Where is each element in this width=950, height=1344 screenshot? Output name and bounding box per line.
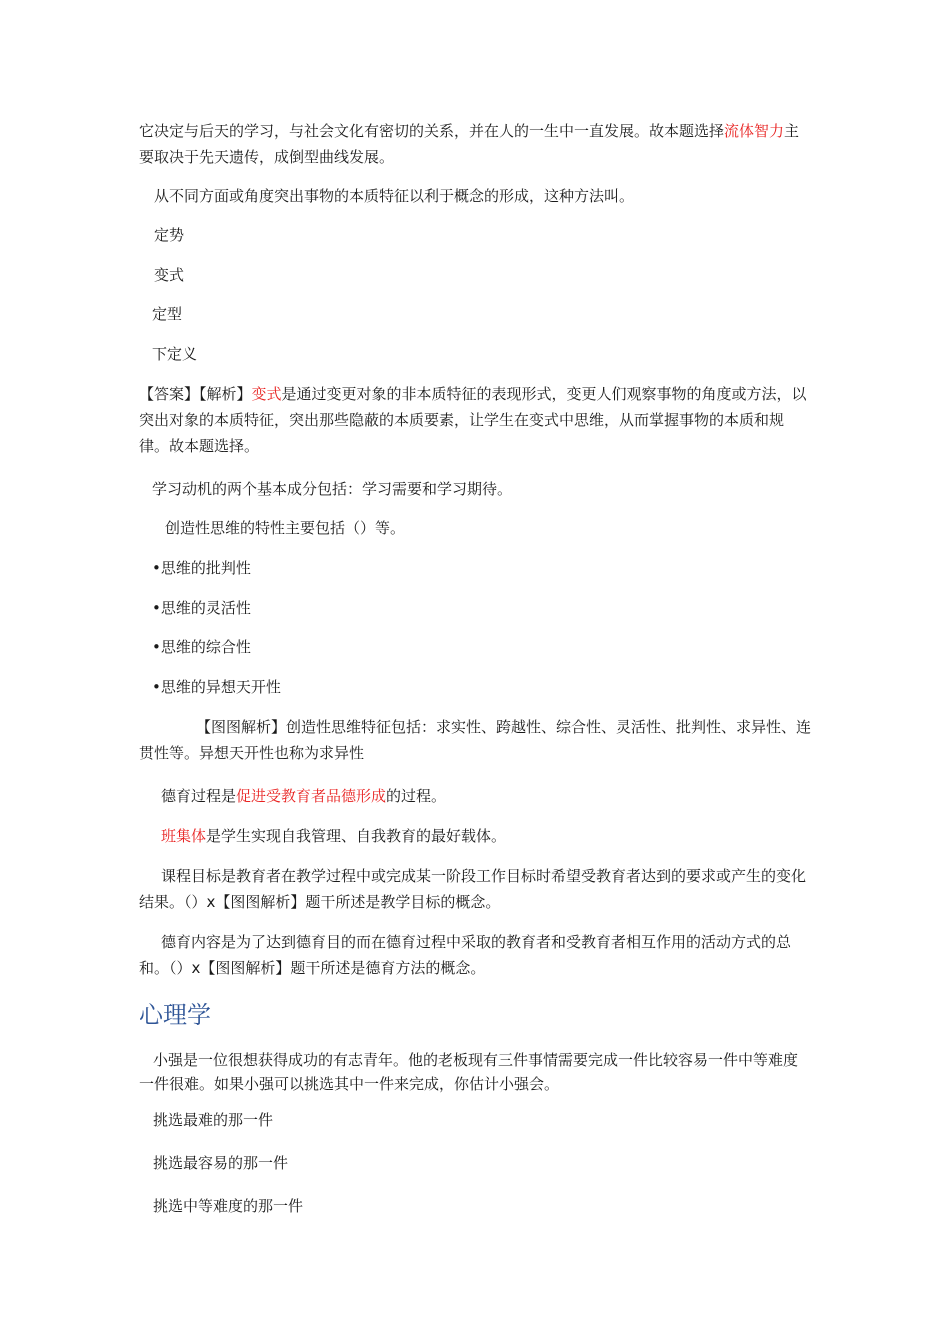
statement-class-collective: 班集体是学生实现自我管理、自我教育的最好载体。 xyxy=(161,827,507,845)
question-variation: 从不同方面或角度突出事物的本质特征以利于概念的形成，这种方法叫。 xyxy=(154,187,635,205)
option-1: 定势 xyxy=(154,226,185,244)
highlight-variation: 变式 xyxy=(251,385,282,403)
highlight-fluid-intelligence: 流体智力 xyxy=(724,122,785,140)
highlight-class-collective: 班集体 xyxy=(161,827,207,845)
statement-moral-process: 德育过程是促进受教育者品德形成的过程。 xyxy=(161,787,447,805)
statement-motivation: 学习动机的两个基本成分包括：学习需要和学习期待。 xyxy=(152,480,513,498)
option-2: 变式 xyxy=(154,266,185,284)
answer-analysis-variation: 【答案】【解析】变式是通过变更对象的非本质特征的表现形式，变更人们观察事物的角度或方法，以突出对象的本质特征，突出那些隐蔽的本质要素，让学生在变式中思维，从而掌握事物的本质和规律。故本题选择。 xyxy=(139,385,807,455)
option-hardest: 挑选最难的那一件 xyxy=(153,1111,274,1129)
option-critical: •思维的批判性 xyxy=(152,559,251,577)
paragraph-fluid-intelligence: 它决定与后天的学习，与社会文化有密切的关系，并在人的一生中一直发展。故本题选择流体智力主要取决于先天遗传，成倒型曲线发展。 xyxy=(139,122,800,166)
option-comprehensive: •思维的综合性 xyxy=(152,638,251,656)
option-3: 定型 xyxy=(152,305,183,323)
option-4: 下定义 xyxy=(152,345,198,363)
option-medium: 挑选中等难度的那一件 xyxy=(153,1197,304,1215)
question-creative-thinking: 创造性思维的特性主要包括（）等。 xyxy=(165,519,406,537)
statement-curriculum-goal: 课程目标是教育者在教学过程中或完成某一阶段工作目标时希望受教育者达到的要求或产生的变化结果。（）x【图图解析】题干所述是教学目标的概念。 xyxy=(139,867,807,911)
option-easiest: 挑选最容易的那一件 xyxy=(153,1154,289,1172)
option-fanciful: •思维的异想天开性 xyxy=(152,678,281,696)
highlight-moral-formation: 促进受教育者品德形成 xyxy=(236,787,387,805)
option-flexible: •思维的灵活性 xyxy=(152,599,251,617)
analysis-creative-thinking: 【图图解析】创造性思维特征包括：求实性、跨越性、综合性、灵活性、批判性、求异性、连贯性等。异想天开性也称为求异性 xyxy=(139,718,812,762)
question-xiaoqiang: 小强是一位很想获得成功的有志青年。他的老板现有三件事情需要完成一件比较容易一件中等难度一件很难。如果小强可以挑选其中一件来完成，你估计小强会。 xyxy=(139,1051,799,1093)
statement-moral-content: 德育内容是为了达到德育目的而在德育过程中采取的教育者和受教育者相互作用的活动方式的总和。（）x【图图解析】题干所述是德育方法的概念。 xyxy=(139,933,792,977)
section-heading-psychology: 心理学 xyxy=(139,1001,211,1029)
